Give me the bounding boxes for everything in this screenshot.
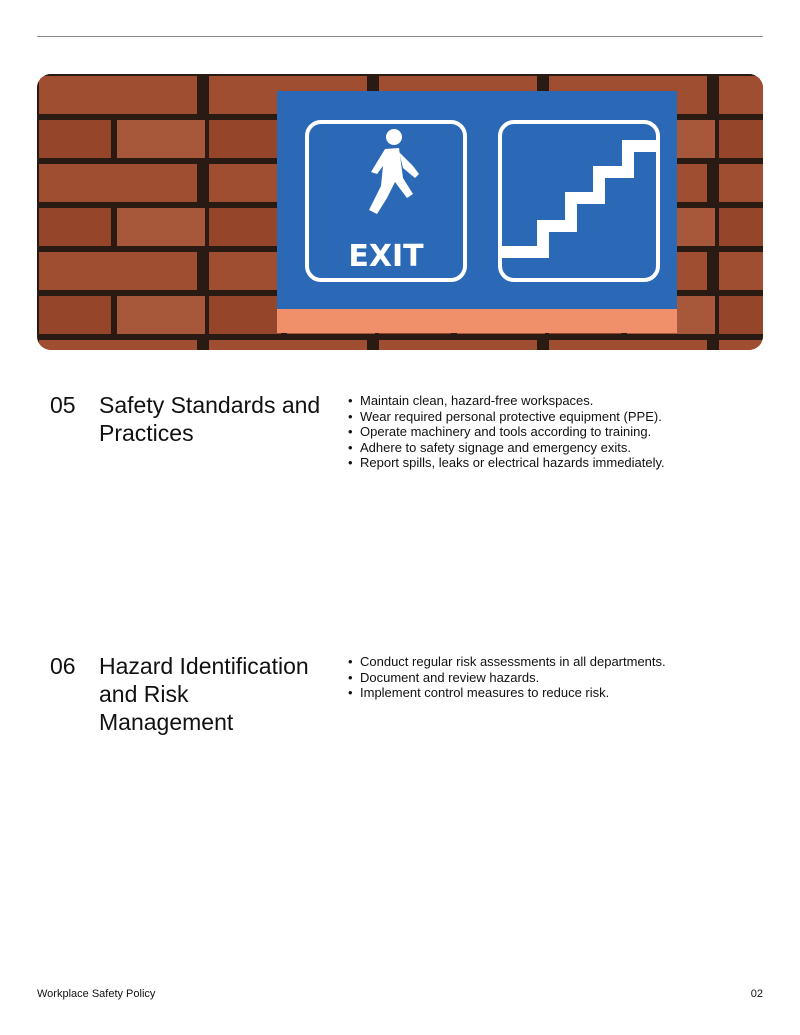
bullet-list bbox=[348, 393, 665, 471]
list-item: • Operate machinery and tools according to training. bbox=[348, 424, 665, 440]
page-number: 02 bbox=[750, 988, 763, 1000]
top-divider bbox=[37, 36, 763, 37]
section-number: 06 bbox=[50, 653, 76, 679]
footer-title: Workplace Safety Policy bbox=[37, 988, 156, 1000]
exit-label: EXIT bbox=[348, 239, 424, 274]
list-item: • Maintain clean, hazard-free workspaces. bbox=[348, 393, 665, 409]
walking-person-icon bbox=[386, 129, 402, 145]
section-number: 05 bbox=[50, 392, 76, 418]
list-item: • Wear required personal protective equipment (PPE). bbox=[348, 409, 665, 425]
list-item: • Adhere to safety signage and emergency exits. bbox=[348, 440, 665, 456]
list-item: • Document and review hazards. bbox=[348, 670, 666, 686]
list-item: • Implement control measures to reduce risk. bbox=[348, 685, 666, 701]
section-title: Safety Standards and Practices bbox=[99, 392, 321, 446]
list-item: • Report spills, leaks or electrical hazards immediately. bbox=[348, 455, 665, 471]
exit-sign-illustration bbox=[37, 74, 763, 350]
bullet-list bbox=[348, 654, 666, 701]
hero-image bbox=[37, 74, 763, 350]
section-title: Hazard Identification and Risk Management bbox=[99, 653, 309, 735]
list-item: • Conduct regular risk assessments in all departments. bbox=[348, 654, 666, 670]
